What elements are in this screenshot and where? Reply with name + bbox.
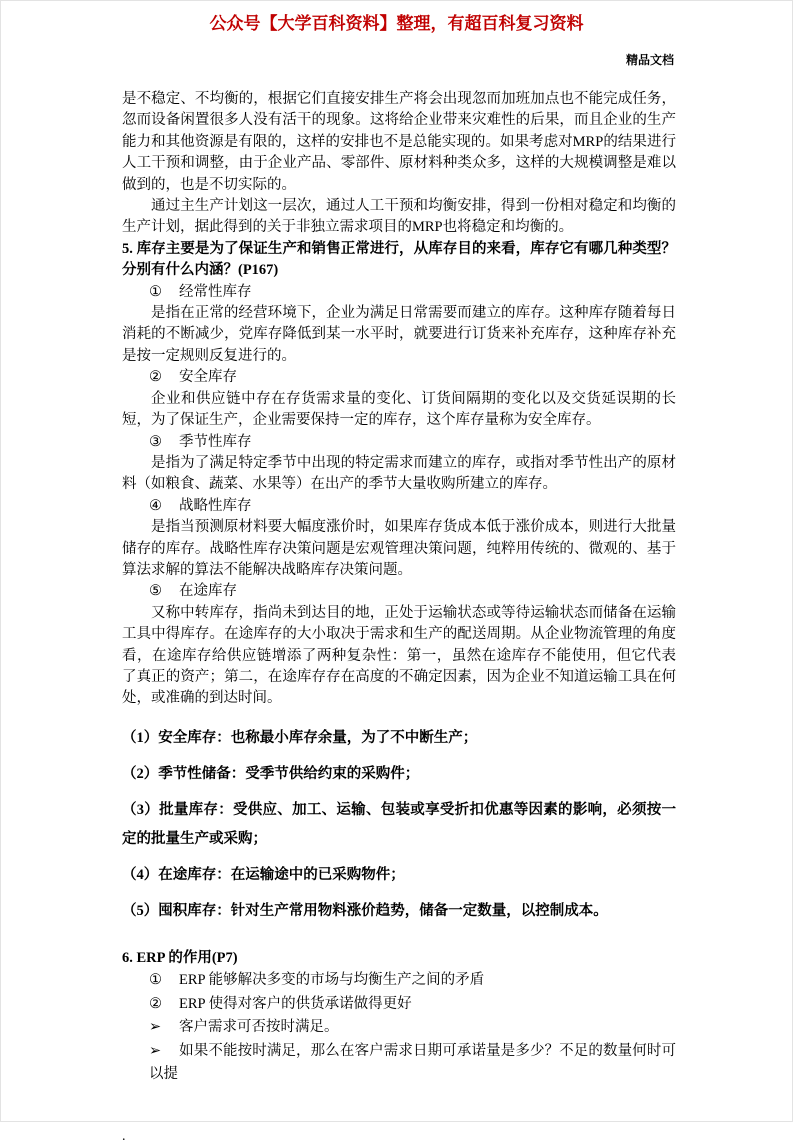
list-item xyxy=(122,993,676,1017)
watermark-label: 精品文档 xyxy=(625,53,674,67)
paragraph: 又称中转库存，指尚未到达目的地，正处于运输状态或等待运输状态而储备在运输工具中得库存。在途库存的大小取决于需求和生产的配送周期。从企业物流管理的角度看，在途库存给供应链增添了两种复杂性：第一，虽然在途库存不能使用，但它代表 了真正的资产；第二，在途库存存在高度的不确定因素，因为企业不知道运输工具在何处，或准确的到达时间。 xyxy=(122,604,676,707)
arrow-bullet-icon: ➢ xyxy=(149,1019,162,1036)
list-text: 客户需求可否按时满足。 xyxy=(179,1019,339,1036)
list-item xyxy=(122,1016,676,1040)
list-marker: ② xyxy=(149,369,162,386)
section-heading-5: 5. 库存主要是为了保证生产和销售正常进行，从库存目的来看，库存它有哪几种类型？分别有什么内涵？(P167) xyxy=(122,240,676,279)
list-text: 战略性库存 xyxy=(179,497,252,514)
list-item xyxy=(122,432,676,453)
list-marker: ③ xyxy=(149,433,162,450)
page-title: 公众号【大学百科资料】整理，有超百科复习资料 xyxy=(209,14,584,33)
bold-list-item: （5）囤积库存：针对生产常用物料涨价趋势，储备一定数量，以控制成本。 xyxy=(122,902,608,919)
trailing-dot: . xyxy=(122,1128,126,1144)
arrow-bullet-icon: ➢ xyxy=(149,1042,162,1059)
document-body xyxy=(122,89,676,1145)
section-heading-6: 6. ERP 的作用(P7) xyxy=(122,949,238,966)
list-text: 安全库存 xyxy=(179,369,237,386)
paragraph: 是不稳定、不均衡的，根据它们直接安排生产将会出现忽而加班加点也不能完成任务，忽而设备闲置很多人没有活干的现象。这将给企业带来灾难性的后果，而且企业的生产能力和其他资源是有限的，这样的安排也不是总能实现的。如果考虑对MRP的结果进行人工干预和调整，由于企业产品、零部件、原材料种类众多，这样的大规模调整是难以做到的，也是不切实际的。 xyxy=(122,91,676,193)
list-text: 在途库存 xyxy=(179,583,237,600)
paragraph: 通过主生产计划这一层次，通过人工干预和均衡安排，得到一份相对稳定和均衡的生产计划，据此得到的关于非独立需求项目的MRP也将稳定和均衡的。 xyxy=(122,198,676,236)
list-item xyxy=(122,496,676,517)
bold-list-item: （3）批量库存：受供应、加工、运输、包装或享受折扣优惠等因素的影响，必须按一定的批量生产或采购； xyxy=(122,801,676,847)
list-marker: ④ xyxy=(149,497,162,514)
bold-list-item: （4）在途库存：在运输途中的已采购物件； xyxy=(122,866,405,883)
list-item xyxy=(122,581,676,602)
list-marker: ① xyxy=(149,283,162,300)
bold-list-item: （2）季节性储备：受季节供给约束的采购件； xyxy=(122,765,420,782)
list-item xyxy=(122,367,676,388)
list-marker: ① xyxy=(149,972,162,989)
list-marker: ⑤ xyxy=(149,583,162,600)
paragraph: 是指在正常的经营环境下，企业为满足日常需要而建立的库存。这种库存随着每日消耗的不断减少，党库存降低到某一水平时，就要进行订货来补充库存，这种库存补充是按一定规则反复进行的。 xyxy=(122,305,676,364)
list-text: 如果不能按时满足，那么在客户需求日期可承诺量是多少？不足的数量何时可以提 xyxy=(149,1042,676,1083)
list-text: ERP 使得对客户的供货承诺做得更好 xyxy=(179,995,412,1012)
list-text: 季节性库存 xyxy=(179,433,252,450)
list-item xyxy=(122,1040,676,1087)
list-item xyxy=(122,969,676,993)
list-item xyxy=(122,282,676,303)
paragraph: 是指当预测原材料要大幅度涨价时，如果库存货成本低于涨价成本，则进行大批量储存的库存。战略性库存决策问题是宏观管理决策问题，纯粹用传统的、微观的、基于算法求解的算法不能解决战略库存决策问题。 xyxy=(122,519,676,578)
bold-list-item: （1）安全库存：也称最小库存余量，为了不中断生产； xyxy=(122,729,478,746)
paragraph: 是指为了满足特定季节中出现的特定需求而建立的库存，或指对季节性出产的原材料（如粮食、蔬菜、水果等）在出产的季节大量收购所建立的库存。 xyxy=(122,454,676,493)
paragraph: 企业和供应链中存在存货需求量的变化、订货间隔期的变化以及交货延误期的长短，为了保证生产，企业需要保持一定的库存，这个库存量称为安全库存。 xyxy=(122,390,676,429)
list-text: 经常性库存 xyxy=(179,283,252,300)
list-marker: ② xyxy=(149,995,162,1012)
list-text: ERP 能够解决多变的市场与均衡生产之间的矛盾 xyxy=(179,972,485,989)
